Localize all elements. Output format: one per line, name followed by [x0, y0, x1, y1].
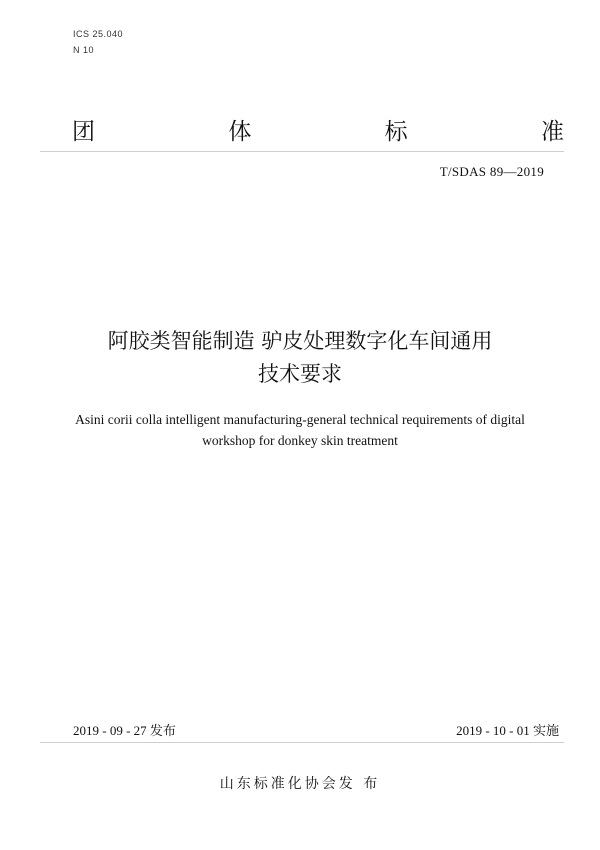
title-english [40, 409, 560, 451]
publisher: 山东标准化协会发 布 [219, 776, 381, 792]
ics-code: ICS 25.040 [73, 29, 124, 39]
ccs-code: N 10 [73, 45, 95, 55]
standard-type-heading [72, 118, 564, 146]
standard-type-char: 团 [72, 119, 95, 145]
release-date: 2019 - 09 - 27 发布 [73, 723, 176, 738]
implementation-date: 2019 - 10 - 01 实施 [456, 723, 559, 738]
top-divider [40, 151, 564, 152]
title-chinese [40, 325, 560, 391]
title-chinese-line: 技术要求 [258, 362, 342, 386]
title-english-line: workshop for donkey skin treatment [202, 433, 398, 448]
standard-type-char: 标 [384, 119, 408, 145]
bottom-divider [40, 742, 564, 743]
standard-type-char: 准 [540, 119, 564, 145]
title-english-line: Asini corii colla intelligent manufacturing-general technical requirements of digital [75, 412, 525, 427]
standard-type-char: 体 [228, 119, 252, 145]
title-chinese-line: 阿胶类智能制造 驴皮处理数字化车间通用 [107, 329, 493, 353]
standard-number: T/SDAS 89—2019 [439, 164, 544, 179]
